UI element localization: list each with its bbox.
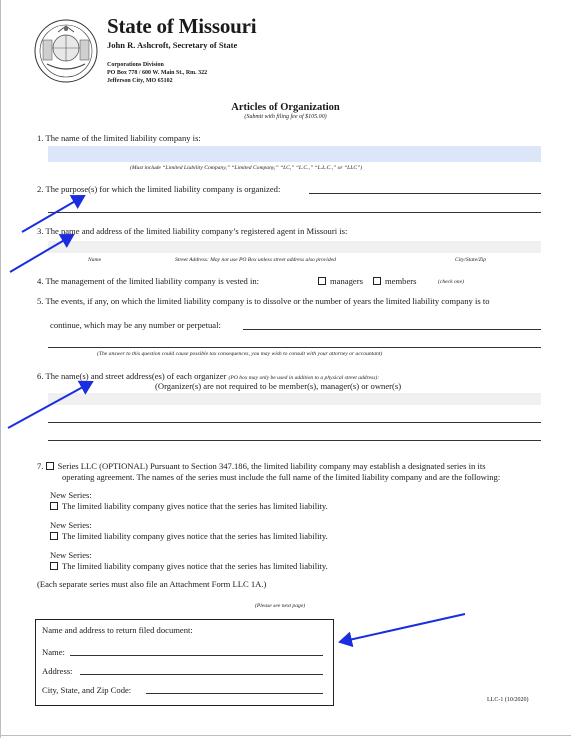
series-notice-3[interactable]: The limited liability company gives notice that the series has limited liability. [50, 561, 328, 572]
series-label-2: New Series: [50, 520, 92, 530]
page-title: State of Missouri [107, 14, 257, 38]
document-title: Articles of Organization [231, 102, 340, 113]
return-city-label: City, State, and Zip Code: [42, 685, 132, 695]
column-street-address: Street Address: May not use PO Box unless street address also provided [175, 257, 336, 263]
secretary-name: John R. Ashcroft, Secretary of State [107, 40, 238, 50]
question-6-subnote: (Organizer(s) are not required to be member(s), manager(s) or owner(s) [155, 381, 402, 391]
question-1-note: (Must include “Limited Liability Company,” “Limited Company,” “LC,” “L.C.,” “L.L.C.,” or “LLC”) [130, 165, 363, 171]
arrow-purpose [22, 196, 84, 232]
check-one-note: (check one) [438, 279, 464, 285]
attachment-note: (Each separate series must also file an Attachment Form LLC 1A.) [37, 579, 267, 589]
return-address-label: Address: [42, 666, 73, 676]
question-5-note: (The answer to this question could cause possible tax consequences, you may wish to consult with your attorney or accountant) [97, 351, 383, 357]
arrow-return-box [340, 614, 465, 642]
question-7-line-2: operating agreement. The names of the series must include the full name of the limited liability company and are the following: [62, 472, 501, 482]
return-name-label: Name: [42, 647, 65, 657]
form-id: LLC-1 (10/2020) [487, 697, 529, 703]
next-page-note: (Please see next page) [255, 603, 306, 609]
option-managers[interactable]: managers [318, 276, 363, 287]
column-city-state-zip: City/State/Zip [455, 257, 487, 263]
arrow-registered-agent [10, 235, 73, 272]
question-3: 3. The name and address of the limited liability company’s registered agent in Missouri is: [37, 226, 348, 236]
question-1: 1. The name of the limited liability company is: [37, 133, 201, 143]
question-5: 5. The events, if any, on which the limited liability company is to dissolve or the number of years the limited liability company is to [37, 296, 490, 306]
question-5-continued: continue, which may be any number or perpetual: [50, 320, 221, 330]
series-notice-1[interactable]: The limited liability company gives notice that the series has limited liability. [50, 501, 328, 512]
question-4: 4. The management of the limited liability company is vested in: [37, 276, 260, 286]
fee-note: (Submit with filing fee of $105.00) [244, 114, 327, 120]
question-2: 2. The purpose(s) for which the limited liability company is organized: [37, 184, 281, 194]
column-name: Name [88, 257, 102, 263]
office-address: Corporations Division PO Box 778 / 600 W. Main St., Rm. 322 Jefferson City, MO 65102 [107, 62, 208, 84]
arrow-organizer [8, 382, 92, 428]
series-label-1: New Series: [50, 490, 92, 500]
question-6: 6. The name(s) and street address(es) of each organizer (PO box may only be used in addition to a physical street address): [37, 371, 380, 381]
option-members[interactable]: members [373, 276, 417, 287]
series-notice-2[interactable]: The limited liability company gives notice that the series has limited liability. [50, 531, 328, 542]
question-7: 7. Series LLC (OPTIONAL) Pursuant to Section 347.186, the limited liability company may establish a designated series in its [37, 461, 486, 471]
series-label-3: New Series: [50, 550, 92, 560]
return-box-heading: Name and address to return filed document: [42, 625, 193, 635]
